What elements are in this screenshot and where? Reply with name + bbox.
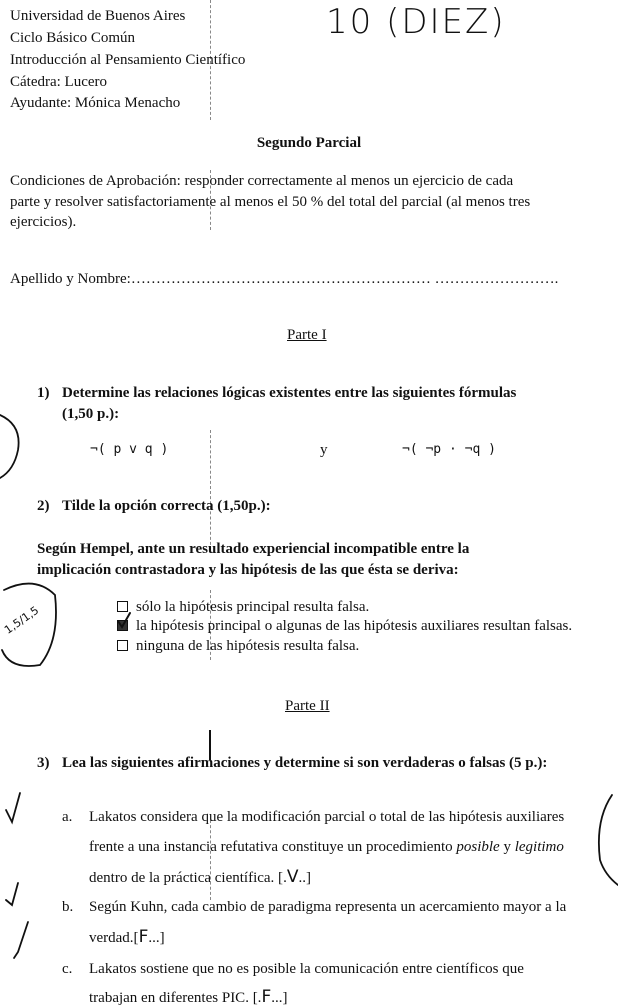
q2-title: Tilde la opción correcta (1,50p.): <box>62 498 271 514</box>
item-letter: b. <box>62 899 74 915</box>
item-text: trabajan en diferentes PIC. [.F...] <box>89 987 288 1007</box>
scan-artifact-line <box>210 430 211 550</box>
conditions-line: ejercicios). <box>10 214 77 230</box>
checkbox-checked[interactable] <box>117 620 128 631</box>
checkbox[interactable] <box>117 601 128 612</box>
header-line: Universidad de Buenos Aires <box>10 8 186 24</box>
item-text: dentro de la práctica científica. [.V..] <box>89 867 311 887</box>
conditions-line: parte y resolver satisfactoriamente al menos el 50 % del total del parcial (al menos tres <box>10 194 531 210</box>
item-text: verdad.[F...] <box>89 927 165 947</box>
q2-stem: Según Hempel, ante un resultado experiencial incompatible entre la <box>37 541 470 557</box>
part2-heading: Parte II <box>285 698 330 714</box>
answer-mark: V <box>286 867 299 887</box>
header-line: Ayudante: Mónica Menacho <box>10 95 181 111</box>
formula-b: ¬( ¬p · ¬q ) <box>402 442 496 457</box>
name-field: Apellido y Nombre:…………………………………………………… ……………………. <box>10 271 559 287</box>
part1-heading: Parte I <box>287 327 327 343</box>
item-text: frente a una instancia refutativa constituye un procedimiento posible y legitimo <box>89 839 564 855</box>
q3-number: 3) <box>37 755 50 771</box>
q1-text: Determine las relaciones lógicas existentes entre las siguientes fórmulas <box>62 385 517 401</box>
answer-mark: F <box>261 987 272 1007</box>
header-line: Introducción al Pensamiento Científico <box>10 52 246 68</box>
item-text: Según Kuhn, cada cambio de paradigma representa un acercamiento mayor a la <box>89 899 567 915</box>
checkbox[interactable] <box>117 640 128 651</box>
q1-text: (1,50 p.): <box>62 406 120 422</box>
answer-mark: F <box>138 927 149 947</box>
q2-option[interactable]: ninguna de las hipótesis resulta falsa. <box>117 637 359 655</box>
item-letter: a. <box>62 809 73 825</box>
formula-a: ¬( p v q ) <box>90 442 169 457</box>
check-icon <box>6 883 18 905</box>
formula-conjunction: y <box>320 442 328 458</box>
exam-title: Segundo Parcial <box>256 135 362 151</box>
header-line: Cátedra: Lucero <box>10 74 108 90</box>
q2-number: 2) <box>37 498 50 514</box>
check-icon <box>6 793 20 822</box>
item-text: Lakatos considera que la modificación parcial o total de las hipótesis auxiliares <box>89 809 565 825</box>
item-letter: c. <box>62 961 73 977</box>
q1-number: 1) <box>37 385 50 401</box>
handwritten-score: 1,5/1,5 <box>2 603 42 637</box>
q2-option[interactable]: sólo la hipótesis principal resulta falsa. <box>117 598 369 616</box>
q2-stem: implicación contrastadora y las hipótesis de las que ésta se deriva: <box>37 562 459 578</box>
q3-title: Lea las siguientes afirmaciones y determine si son verdaderas o falsas (5 p.): <box>62 755 548 771</box>
conditions-line: Condiciones de Aprobación: responder correctamente al menos un ejercicio de cada <box>10 173 514 189</box>
header-line: Ciclo Básico Común <box>10 30 135 46</box>
handwritten-grade: 10 (DIEZ) <box>326 2 506 42</box>
item-text: Lakatos sostiene que no es posible la comunicación entre científicos que <box>89 961 524 977</box>
q2-option[interactable]: la hipótesis principal o algunas de las hipótesis auxiliares resultan falsas. <box>117 617 572 635</box>
scan-artifact-line <box>210 820 211 900</box>
check-icon <box>14 922 28 958</box>
score-circle <box>0 415 19 478</box>
bracket-mark <box>599 795 618 885</box>
